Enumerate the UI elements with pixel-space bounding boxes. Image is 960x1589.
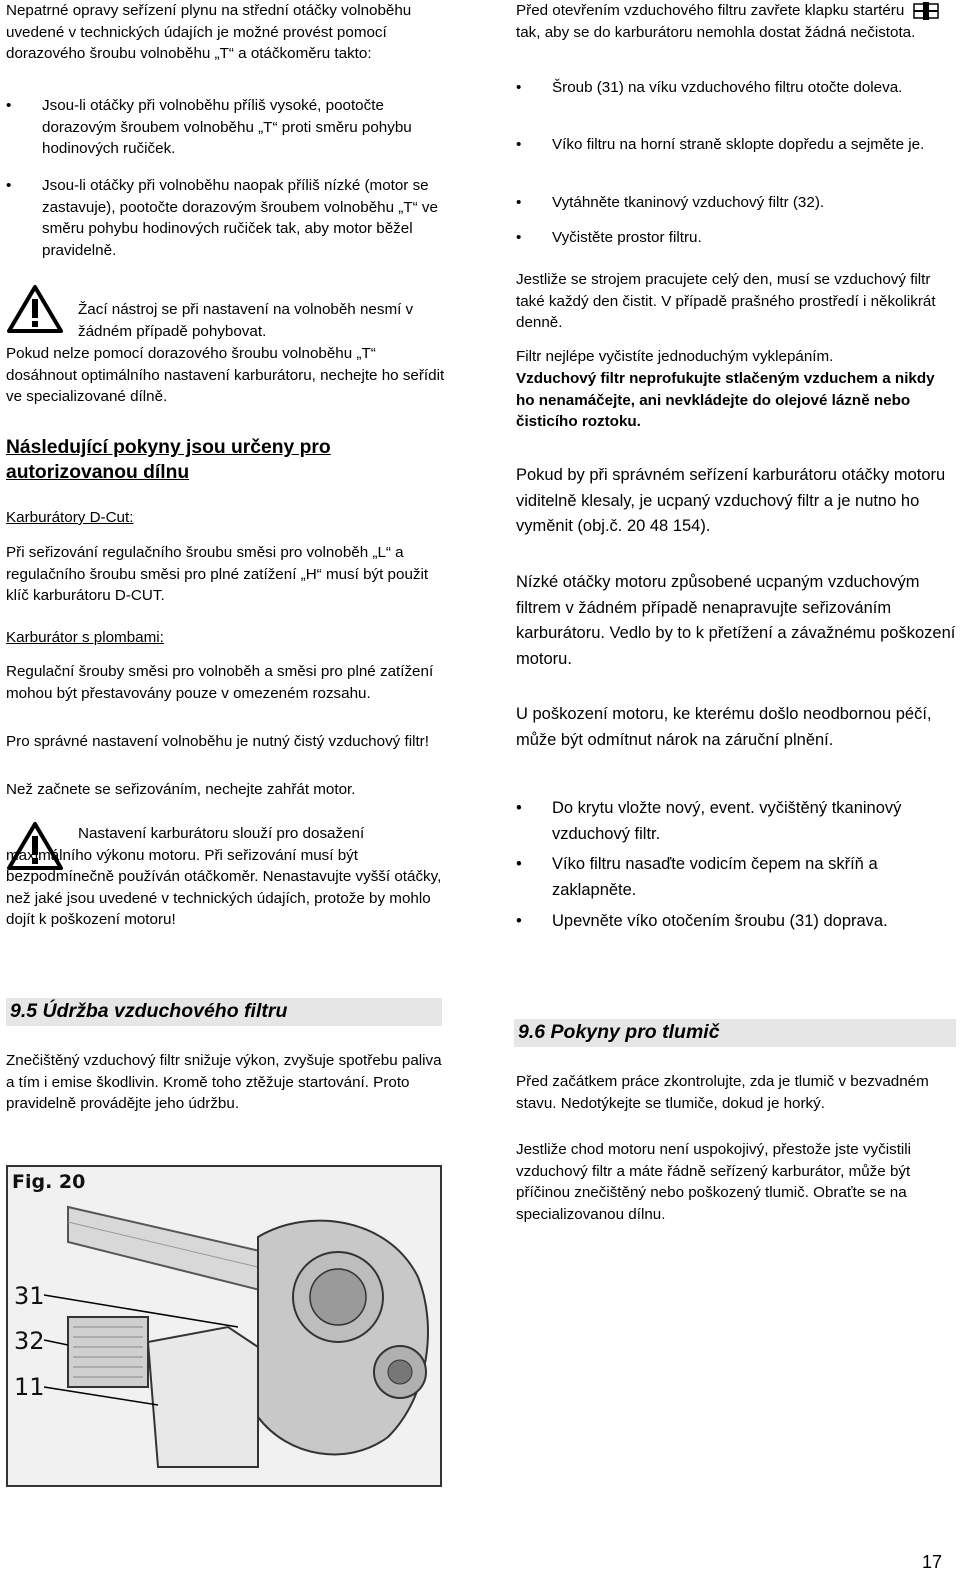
subheading-seals: Karburátor s plombami:: [6, 629, 164, 646]
bullet-icon: •: [516, 229, 522, 246]
warning-icon: [6, 284, 64, 334]
bullet-icon: •: [516, 194, 522, 211]
paragraph: Při seřizování regulačního šroubu směsi pro volnoběh „L“ a regulačního šroubu směsi pro plné zatížení „H“ musí být použit klíč karburátoru D-CUT.: [6, 544, 429, 605]
page-number: 17: [921, 1552, 942, 1572]
paragraph: Než začnete se seřizováním, nechejte zahřát motor.: [6, 781, 356, 798]
paragraph: Pro správné nastavení volnoběhu je nutný čistý vzduchový filtr!: [6, 733, 429, 750]
bullet-icon: •: [516, 855, 522, 873]
callout-32: 32: [14, 1327, 45, 1355]
warning-paragraph: Vzduchový filtr neprofukujte stlačeným vzduchem a nikdy ho nenamáčejte, ani nevkládejte do olejové lázně nebo čisticího roztoku.: [516, 370, 935, 431]
bullet-icon: •: [516, 79, 522, 96]
section-title-9-6: 9.6 Pokyny pro tlumič: [514, 1019, 956, 1047]
bullet-icon: •: [516, 136, 522, 153]
trimmer-illustration: [8, 1167, 440, 1485]
paragraph: Nízké otáčky motoru způsobené ucpaným vzduchovým filtrem v žádném případě nenapravujte seřizováním karburátoru. Vedlo by to k přetížení a závažnému poškození motoru.: [516, 573, 956, 668]
paragraph: Regulační šrouby směsi pro volnoběh a směsi pro plné zatížení mohou být přestavovány pouze v omezeném rozsahu.: [6, 663, 434, 702]
intro-paragraph: Nepatrné opravy seřízení plynu na střední otáčky volnoběhu uvedené v technických údajích je možné provést pomocí dorazového šroubu volnoběhu „T“ a otáčkoměru takto:: [6, 2, 412, 63]
callout-31: 31: [14, 1282, 45, 1310]
callout-11: 11: [14, 1373, 45, 1401]
choke-lever-icon: [912, 1, 940, 21]
paragraph: Jestliže chod motoru není uspokojivý, přestože jste vyčistili vzduchový filtr a máte řádně seřízený karburátor, může být příčinou znečištěný nebo poškozený tlumič. Obraťte se na specializovanou dílnu.: [516, 1141, 912, 1223]
paragraph: U poškození motoru, ke kterému došlo neodbornou péčí, může být odmítnut nárok na záruční plnění.: [516, 705, 932, 749]
paragraph: Filtr nejlépe vyčistíte jednoduchým vyklepáním.: [516, 348, 834, 365]
subheading-d-cut: Karburátory D-Cut:: [6, 509, 134, 526]
paragraph: Před začátkem práce zkontrolujte, zda je tlumič v bezvadném stavu. Nedotýkejte se tlumiče, dokud je horký.: [516, 1073, 929, 1112]
warning-text: Žací nástroj se při nastavení na volnoběh nesmí v žádném případě pohybovat.: [78, 301, 414, 340]
section-title-9-5: 9.5 Údržba vzduchového filtru: [6, 998, 442, 1026]
paragraph: Jestliže se strojem pracujete celý den, musí se vzduchový filtr také každý den čistit. V případě prašného prostředí i několikrát denně.: [516, 271, 936, 332]
warning-text: Nastavení karburátoru slouží pro dosažení maximálního výkonu motoru. Při seřizování musí být bezpodmínečně používán otáčkoměr. Nenastavujte vyšší otáčky, než jaké jsou uvedené v technických údajích, protože by mohlo dojít k poškození motoru!: [6, 825, 442, 929]
paragraph: Pokud by při správném seřízení karburátoru otáčky motoru viditelně klesaly, je ucpaný vzduchový filtr a je nutno ho vyměnit (obj.č. 20 48 154).: [516, 466, 946, 535]
bullet-icon: •: [516, 799, 522, 817]
paragraph: Znečištěný vzduchový filtr snižuje výkon, zvyšuje spotřebu paliva a tím i emise škodlivin. Kromě toho ztěžuje startování. Proto pravidelně provádějte jeho údržbu.: [6, 1052, 442, 1113]
section-heading: Následující pokyny jsou určeny pro autorizovanou dílnu: [6, 437, 331, 483]
bullet-icon: •: [516, 912, 522, 930]
figure-label: Fig. 20: [12, 1171, 86, 1193]
paragraph: Pokud nelze pomocí dorazového šroubu volnoběhu „T“ dosáhnout optimálního nastavení karburátoru, nechejte ho seřídit ve specializované dílně.: [6, 345, 445, 406]
bullet-icon: •: [6, 177, 12, 194]
paragraph: Před otevřením vzduchového filtru zavřete klapku startérutak, aby se do karburátoru nemohla dostat žádná nečistota.: [516, 0, 956, 43]
bullet-icon: •: [6, 97, 12, 114]
figure-20: [6, 1165, 442, 1487]
